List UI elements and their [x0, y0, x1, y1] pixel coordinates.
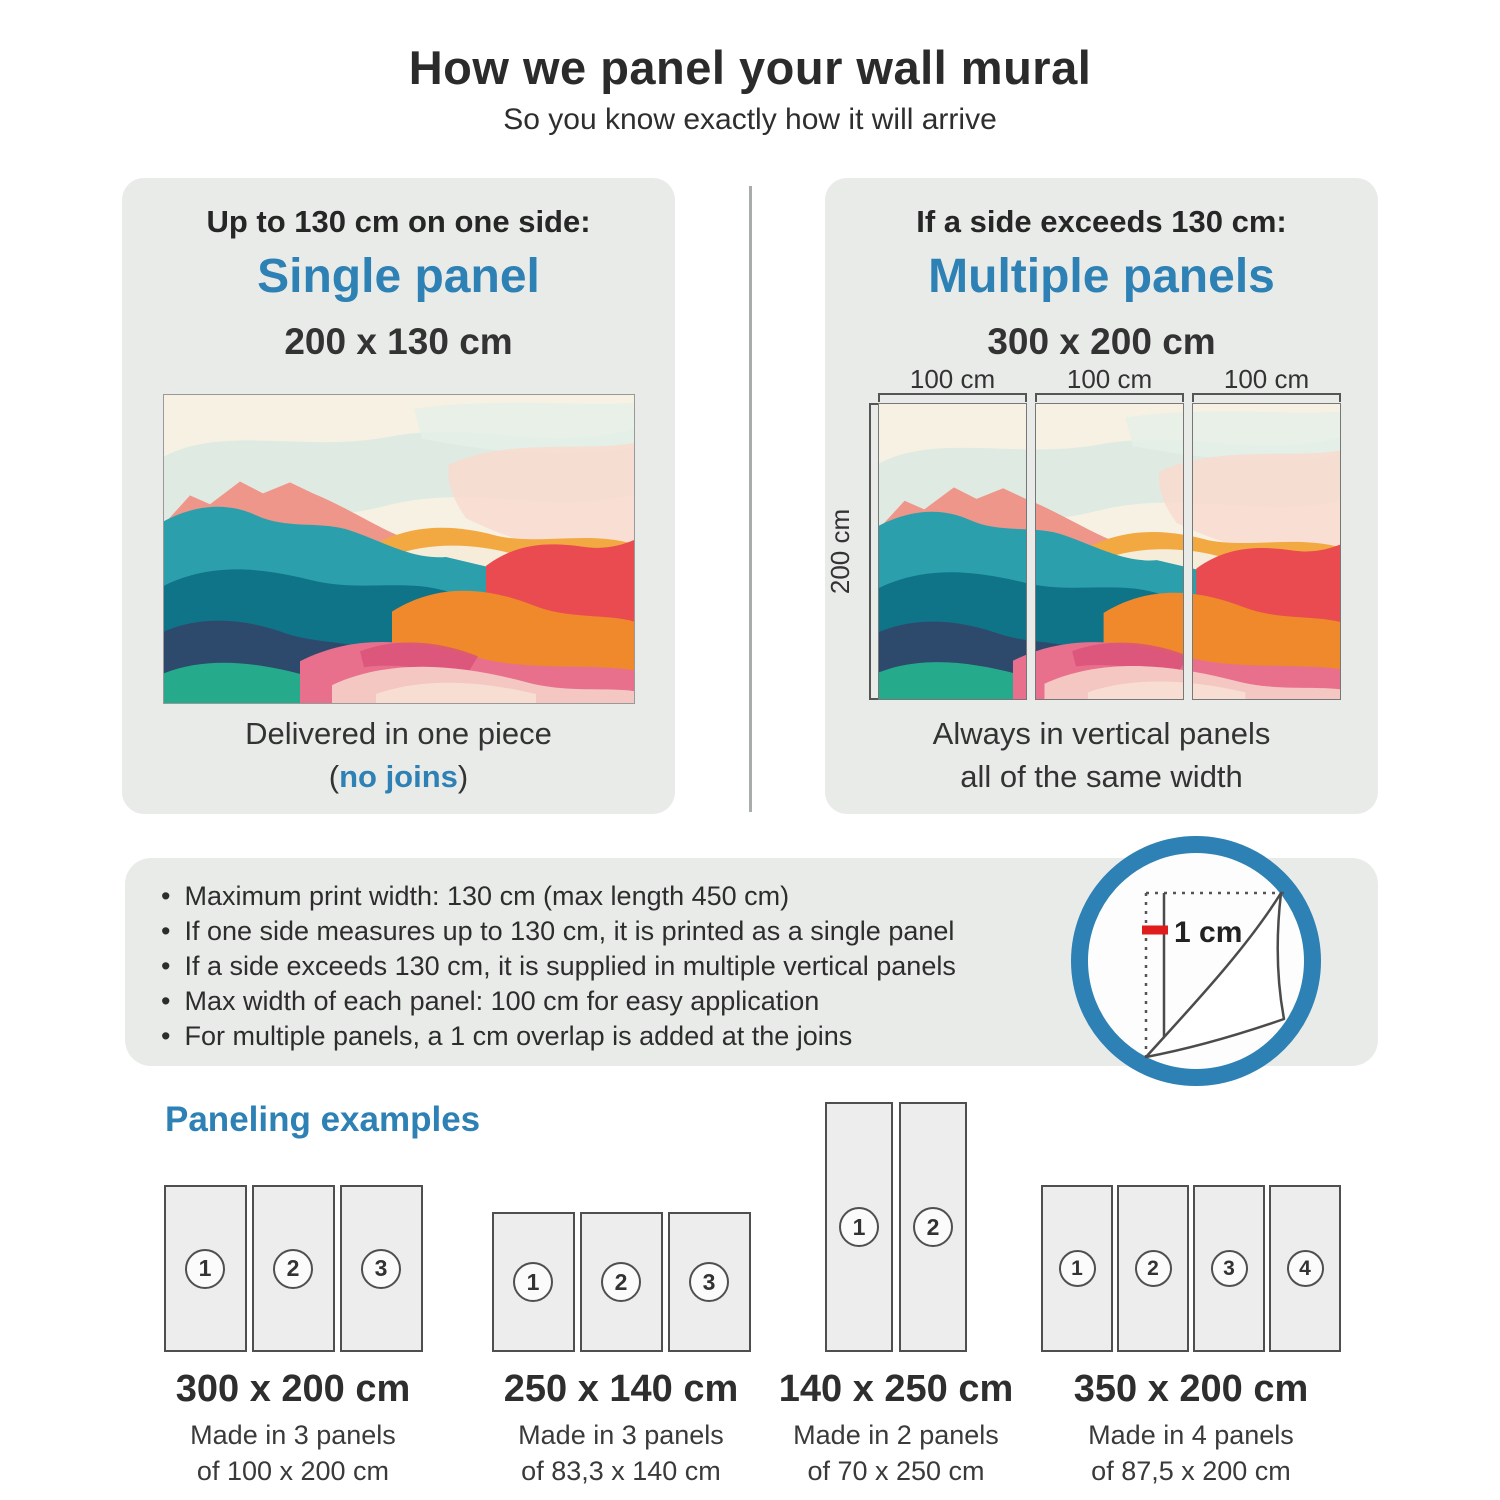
example-desc-line: Made in 3 panels — [190, 1420, 396, 1450]
example-description — [518, 1417, 724, 1489]
example-size: 250 x 140 cm — [503, 1368, 739, 1410]
bullet-dot: • — [161, 1021, 171, 1051]
example-desc-line: of 70 x 250 cm — [807, 1456, 985, 1486]
note-text: If a side exceeds 130 cm, it is supplied in multiple vertical panels — [184, 951, 956, 981]
panel-number-badge: 1 — [839, 1207, 879, 1247]
panel-number-badge: 4 — [1287, 1250, 1324, 1287]
height-dimension-bracket — [869, 403, 878, 700]
example-panel — [492, 1212, 575, 1352]
single-panel-card — [122, 178, 675, 814]
example-desc-line: of 100 x 200 cm — [196, 1456, 390, 1486]
example-panel — [825, 1102, 893, 1352]
paneled-mural-image — [878, 403, 1341, 700]
example-panel — [668, 1212, 751, 1352]
note-bullet-3 — [161, 949, 1078, 984]
single-panel-title: Single panel — [257, 250, 540, 303]
panel-number-badge: 3 — [361, 1249, 401, 1289]
caption-line: all of the same width — [960, 759, 1243, 794]
single-panel-condition: Up to 130 cm on one side: — [206, 204, 591, 239]
bullet-dot: • — [161, 916, 171, 946]
example-panel — [1269, 1185, 1341, 1352]
example-panel-row — [492, 1090, 751, 1352]
panel-number-badge: 2 — [273, 1249, 313, 1289]
multiple-panels-title: Multiple panels — [928, 250, 1275, 303]
width-dimension-bracket-2 — [1035, 393, 1184, 402]
example-desc-line: of 87,5 x 200 cm — [1091, 1456, 1291, 1486]
example-panel — [899, 1102, 967, 1352]
single-panel-size: 200 x 130 cm — [284, 321, 513, 362]
panel-number-badge: 2 — [913, 1207, 953, 1247]
note-bullet-1 — [161, 879, 1078, 914]
example-panel-row — [1041, 1090, 1341, 1352]
mural-artwork — [1035, 404, 1184, 700]
example-size: 350 x 200 cm — [1073, 1368, 1309, 1410]
note-bullet-2 — [161, 914, 1078, 949]
multiple-panels-size: 300 x 200 cm — [987, 321, 1216, 362]
panel-number-badge: 3 — [689, 1262, 729, 1302]
note-text: Max width of each panel: 100 cm for easy application — [184, 986, 820, 1016]
page-title: How we panel your wall mural — [408, 41, 1092, 94]
multiple-panels-condition: If a side exceeds 130 cm: — [916, 204, 1287, 239]
no-joins-highlight: no joins — [339, 759, 458, 794]
example-size: 140 x 250 cm — [778, 1368, 1014, 1410]
overlap-label: 1 cm — [1174, 916, 1243, 949]
example-panel — [1117, 1185, 1189, 1352]
example-panel-row — [164, 1090, 423, 1352]
example-panel — [580, 1212, 663, 1352]
note-bullet-5 — [161, 1019, 1078, 1054]
single-panel-caption — [122, 712, 675, 798]
height-label-text: 200 cm — [825, 508, 856, 595]
bullet-dot: • — [161, 986, 171, 1016]
mural-panel-slice-2 — [1035, 403, 1184, 700]
mural-artwork — [1192, 404, 1341, 700]
paneling-example-3 — [746, 1090, 1046, 1489]
panel-number-badge: 2 — [1135, 1250, 1172, 1287]
example-description — [1088, 1417, 1294, 1489]
example-panel — [340, 1185, 423, 1352]
example-panel — [252, 1185, 335, 1352]
caption-line: Always in vertical panels — [932, 716, 1271, 751]
multiple-panels-card — [825, 178, 1378, 814]
mural-panel-slice-3 — [1192, 403, 1341, 700]
example-desc-line: Made in 3 panels — [518, 1420, 724, 1450]
examples-heading: Paneling examples — [165, 1100, 481, 1139]
mural-panel-slice-1 — [878, 403, 1027, 700]
paneling-example-2 — [468, 1090, 774, 1489]
mural-artwork — [879, 404, 1027, 700]
panel-number-badge: 1 — [1059, 1250, 1096, 1287]
width-dimension-label-3: 100 cm — [1223, 364, 1310, 394]
mural-artwork — [164, 395, 634, 703]
note-bullet-4 — [161, 984, 1078, 1019]
example-desc-line: Made in 2 panels — [793, 1420, 999, 1450]
example-panel-row — [825, 1090, 967, 1352]
paneling-example-1 — [140, 1090, 446, 1489]
width-dimension-bracket-1 — [878, 393, 1027, 402]
cards-divider — [749, 186, 752, 812]
example-panel — [164, 1185, 247, 1352]
panel-number-badge: 1 — [513, 1262, 553, 1302]
single-panel-mural-image — [163, 394, 635, 704]
width-dimension-label-1: 100 cm — [909, 364, 996, 394]
width-dimension-bracket-3 — [1192, 393, 1341, 402]
multiple-panels-caption — [825, 712, 1378, 798]
page-subtitle: So you know exactly how it will arrive — [503, 103, 997, 136]
note-text: If one side measures up to 130 cm, it is printed as a single panel — [184, 916, 955, 946]
example-description — [793, 1417, 999, 1489]
caption-paren: ) — [457, 759, 469, 794]
bullet-dot: • — [161, 951, 171, 981]
example-size: 300 x 200 cm — [175, 1368, 411, 1410]
caption-line: Delivered in one piece — [245, 716, 552, 751]
overlap-diagram-circle — [1071, 836, 1321, 1086]
bullet-dot: • — [161, 881, 171, 911]
panel-number-badge: 3 — [1211, 1250, 1248, 1287]
note-text: Maximum print width: 130 cm (max length 450 cm) — [184, 881, 790, 911]
example-desc-line: Made in 4 panels — [1088, 1420, 1294, 1450]
panel-number-badge: 2 — [601, 1262, 641, 1302]
panel-number-badge: 1 — [185, 1249, 225, 1289]
example-desc-line: of 83,3 x 140 cm — [521, 1456, 721, 1486]
example-panel — [1193, 1185, 1265, 1352]
example-description — [190, 1417, 396, 1489]
caption-paren: ( — [328, 759, 340, 794]
example-panel — [1041, 1185, 1113, 1352]
note-text: For multiple panels, a 1 cm overlap is added at the joins — [184, 1021, 853, 1051]
height-dimension-label — [821, 403, 861, 700]
width-dimension-label-2: 100 cm — [1066, 364, 1153, 394]
page-curl-overlap-icon — [1088, 853, 1304, 1069]
paneling-example-4 — [1030, 1090, 1352, 1489]
